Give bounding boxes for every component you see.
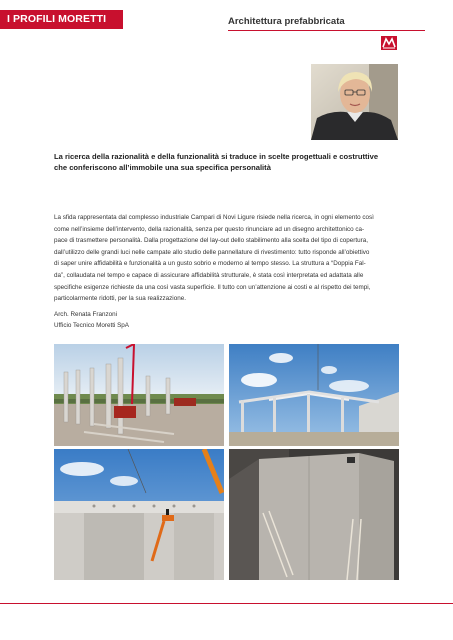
intro-paragraph: La ricerca della razionalità e della funzionalità si traduce in scelte progettuali e costruttive che conferiscono all’immobile una sua specifica personalità [54, 152, 379, 172]
body-text [54, 212, 400, 305]
body-line: La sfida rappresentata dal complesso industriale Campari di Novi Ligure risiede nella ricerca, in ogni elemento così [54, 214, 374, 221]
body-line: di saper unire affidabilità e funzionalità a un gusto sobrio e moderno al tempo stesso. La struttura a “Doppia Fal- [54, 260, 366, 268]
section-tab: I PROFILI MORETTI [0, 10, 123, 29]
photo-panel-installation [54, 449, 224, 580]
header-divider [228, 30, 425, 31]
body-line: da”, collaudata nel tempo e capace di assicurare affidabilità strutturale, è stata così interpretata ed adattata alle [54, 271, 364, 279]
footer-divider [0, 603, 453, 604]
category-title: Architettura prefabbricata [228, 16, 345, 27]
body-line: specifiche esigenze richieste da una così vasta superficie. Il tutto con un’attenzione ai costi e al rispetto dei tempi, [54, 283, 371, 291]
body-line: pace di trasmettere personalità. Dalla progettazione del lay-out dello stabilimento alla scelta del tipo di copertura, [54, 237, 368, 245]
photo-roof-structure [229, 344, 399, 446]
author-portrait [311, 64, 398, 140]
author-signature [54, 309, 129, 331]
moretti-logo-icon [381, 36, 397, 50]
photo-construction-columns [54, 344, 224, 446]
author-office: Ufficio Tecnico Moretti SpA [54, 322, 130, 329]
photo-concrete-panels [229, 449, 399, 580]
body-line: particolarmente ridotti, per la sua realizzazione. [54, 295, 186, 303]
body-line: dall’utilizzo delle grandi luci nelle campate allo studio delle pannellature di rivestimento: tutto risponde all’obiettivo [54, 248, 370, 256]
author-name: Arch. Renata Franzoni [54, 311, 117, 318]
body-line: come nell’insieme dell’intervento, della razionalità, senza per questo rinunciare ad un disegno architettonico ca- [54, 225, 365, 233]
